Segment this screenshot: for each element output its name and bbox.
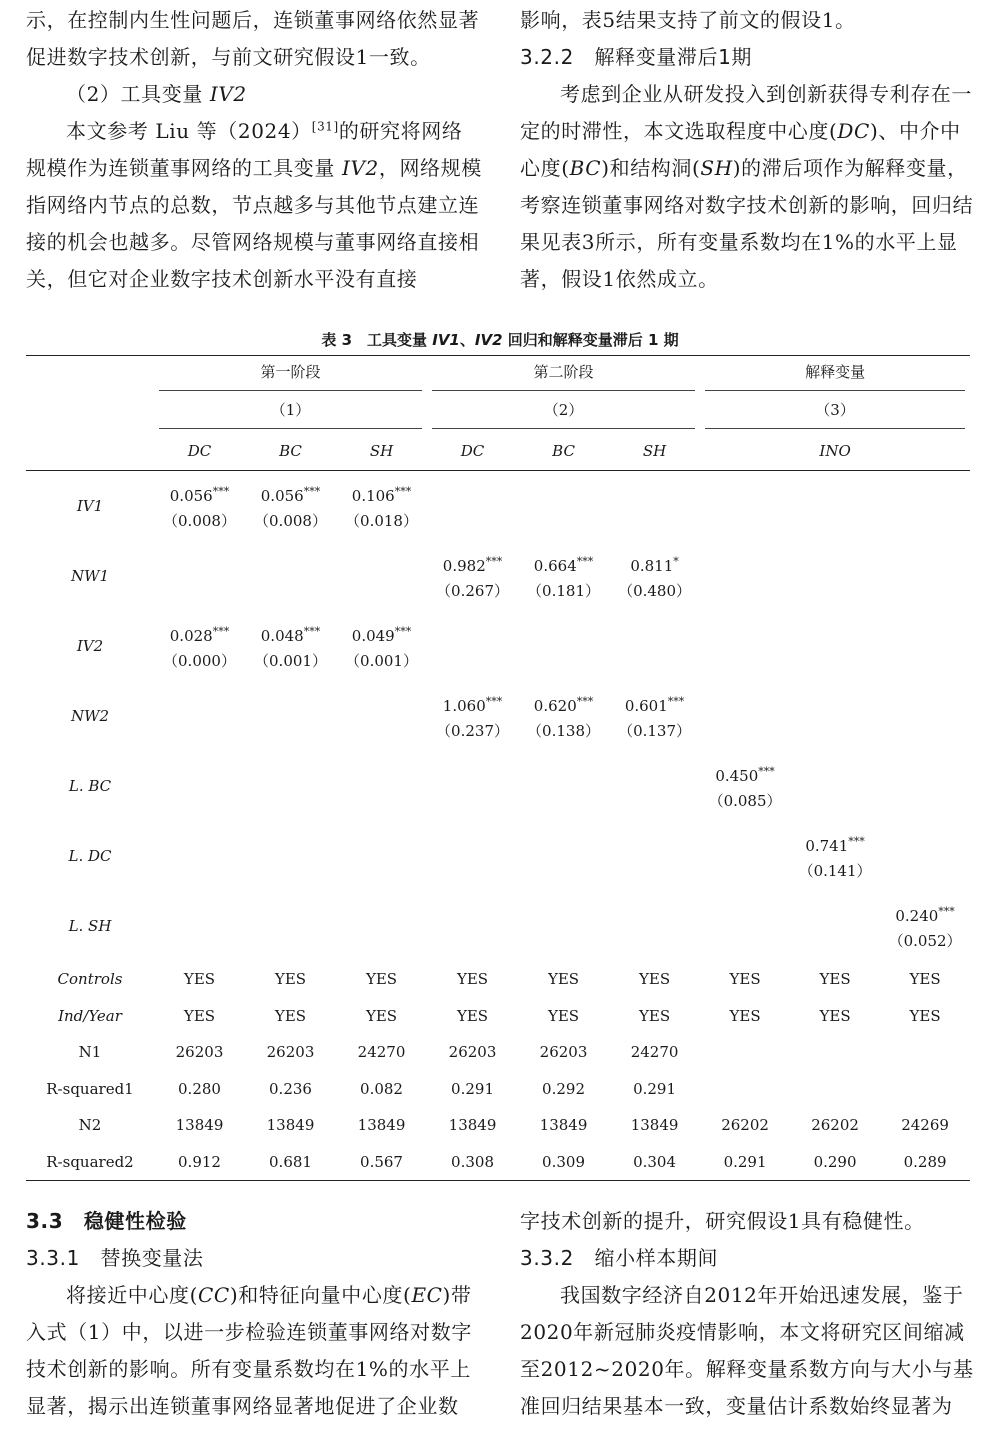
- table-cell: [700, 891, 790, 961]
- table-cell: [790, 471, 880, 542]
- table-cell: [700, 681, 790, 751]
- table-cell: YES: [819, 970, 851, 989]
- caption-text: 回归和解释变量滞后 1 期: [502, 331, 679, 349]
- table-cell: [427, 891, 518, 961]
- table-cell: [245, 471, 336, 542]
- table-cell: [609, 751, 700, 821]
- header-blank: [26, 396, 154, 432]
- model-label: （2）: [432, 399, 695, 429]
- table-cell: [336, 471, 427, 542]
- row-label: L. BC: [68, 776, 112, 795]
- table-cell: [336, 681, 427, 751]
- table-cell: [790, 1071, 880, 1108]
- table: [26, 355, 970, 1181]
- coefficient: 0.056: [169, 486, 213, 505]
- table-cell: YES: [183, 970, 216, 989]
- significance-stars: ***: [758, 764, 775, 778]
- table-cell: YES: [638, 970, 671, 989]
- caption-text: 表 3 工具变量: [321, 331, 433, 349]
- model-header: [700, 396, 970, 432]
- variable: BC: [569, 156, 602, 180]
- table-cell: 0.082: [360, 1079, 403, 1098]
- table-cell: 0.567: [360, 1152, 403, 1171]
- table-cell: 26202: [721, 1116, 769, 1135]
- table-cell: [880, 611, 970, 681]
- table-cell: 0.309: [542, 1152, 585, 1171]
- text-column-top-left: [26, 2, 482, 298]
- table-cell: [427, 751, 518, 821]
- table-cell: 0.681: [269, 1152, 312, 1171]
- significance-stars: ***: [303, 624, 321, 638]
- group-label: 解释变量: [705, 361, 965, 391]
- stat-row: [26, 998, 970, 1035]
- significance-stars: *: [673, 554, 679, 568]
- table-cell: 0.290: [813, 1152, 857, 1171]
- table-cell: YES: [456, 970, 489, 989]
- table-cell: [609, 611, 700, 681]
- table-cell: 0.236: [269, 1079, 312, 1098]
- table-cell: [154, 471, 245, 542]
- caption-var: IV1: [432, 331, 460, 349]
- coefficient: 0.664: [533, 556, 577, 575]
- table-caption: [0, 329, 1000, 350]
- table-cell: [790, 1034, 880, 1071]
- table-cell: [518, 611, 609, 681]
- table-cell: [154, 541, 245, 611]
- standard-error: （0.008）: [163, 511, 236, 530]
- table-cell: [336, 821, 427, 891]
- table-cell: [427, 821, 518, 891]
- subsection-heading: 3.3.2 缩小样本期间: [520, 1246, 719, 1270]
- text-run: ，网络规模指网络内节点的总数，节点越多与其他节点建立连接的机会也越多。尽管网络规模与董事网络直接相关，但它对企业数字技术创新水平没有直接: [26, 156, 482, 291]
- row-label: Ind/Year: [58, 1006, 122, 1025]
- table-cell: [700, 1034, 790, 1071]
- row-label: IV2: [76, 636, 104, 655]
- table-row: [26, 821, 970, 891]
- row-label: N2: [78, 1116, 102, 1135]
- table-cell: [427, 541, 518, 611]
- coefficient: 0.601: [624, 696, 668, 715]
- subheading-text: （2）工具变量: [66, 82, 210, 106]
- table-cell: [427, 681, 518, 751]
- table-cell: [790, 541, 880, 611]
- subsection-heading: 3.3.1 替换变量法: [26, 1246, 204, 1270]
- text-run: 将接近中心度(: [66, 1283, 199, 1307]
- significance-stars: ***: [485, 554, 503, 568]
- table-column-header: [26, 432, 970, 471]
- table-cell: [245, 751, 336, 821]
- standard-error: （0.001）: [345, 651, 418, 670]
- standard-error: （0.008）: [254, 511, 327, 530]
- coefficient: 0.741: [805, 836, 849, 855]
- table-cell: 0.291: [633, 1079, 677, 1098]
- table-cell: [336, 891, 427, 961]
- table-cell: [336, 611, 427, 681]
- table-cell: [790, 821, 880, 891]
- stat-row: [26, 1107, 970, 1144]
- coefficient: 0.811: [630, 556, 674, 575]
- header-blank: [26, 432, 154, 471]
- table-cell: [154, 681, 245, 751]
- subheading-var: IV2: [209, 82, 247, 106]
- table-cell: 13849: [357, 1116, 406, 1135]
- table-cell: [700, 471, 790, 542]
- table-cell: [880, 541, 970, 611]
- row-label: N1: [78, 1043, 102, 1062]
- standard-error: （0.141）: [798, 861, 872, 880]
- group-label: 第一阶段: [159, 361, 422, 391]
- table-cell: YES: [638, 1006, 671, 1025]
- table-cell: 0.291: [451, 1079, 494, 1098]
- model-header: [154, 396, 427, 432]
- table-cell: YES: [547, 970, 580, 989]
- row-label: IV1: [76, 496, 104, 515]
- paragraph: 我国数字经济自2012年开始迅速发展，鉴于2020年新冠肺炎疫情影响，本文将研究区间缩减至2012~2020年。解释变量系数方向与大小与基准回归结果基本一致，变量估计系数始终显著为: [520, 1283, 974, 1418]
- caption-text: 、: [459, 331, 475, 349]
- table-cell: [245, 821, 336, 891]
- standard-error: （0.267）: [436, 581, 509, 600]
- text-run: )和结构洞(: [601, 156, 701, 180]
- table-cell: [336, 541, 427, 611]
- table-cell: 0.308: [451, 1152, 494, 1171]
- row-label: NW1: [70, 566, 110, 585]
- table-cell: 0.291: [723, 1152, 767, 1171]
- table-cell: [518, 821, 609, 891]
- standard-error: （0.018）: [345, 511, 418, 530]
- significance-stars: ***: [212, 624, 230, 638]
- table-body: [26, 471, 970, 962]
- coefficient: 0.048: [260, 626, 304, 645]
- significance-stars: ***: [485, 694, 503, 708]
- significance-stars: ***: [394, 484, 412, 498]
- table-cell: 13849: [266, 1116, 315, 1135]
- table-cell: [427, 471, 518, 542]
- table-row: [26, 611, 970, 681]
- group-header: [700, 356, 970, 397]
- text-column-bottom-left: [26, 1203, 482, 1425]
- table-cell: [609, 541, 700, 611]
- table-row: [26, 751, 970, 821]
- table-cell: YES: [365, 970, 398, 989]
- table-cell: YES: [819, 1006, 851, 1025]
- table-model-header: [26, 396, 970, 432]
- table-row: [26, 541, 970, 611]
- coefficient: 0.982: [442, 556, 486, 575]
- table-cell: [154, 891, 245, 961]
- header-blank: [26, 356, 154, 397]
- table-row: [26, 681, 970, 751]
- table-cell: YES: [365, 1006, 398, 1025]
- text-run: )、中介中心度(: [520, 119, 961, 180]
- table-cell: [245, 681, 336, 751]
- paragraph: 示，在控制内生性问题后，连锁董事网络依然显著促进数字技术创新，与前文研究假设1一致。: [26, 8, 480, 69]
- standard-error: （0.181）: [527, 581, 600, 600]
- table-cell: YES: [274, 970, 307, 989]
- table-cell: [880, 891, 970, 961]
- table-cell: YES: [183, 1006, 216, 1025]
- text-column-bottom-right: [520, 1203, 974, 1425]
- table-cell: [154, 611, 245, 681]
- stat-row: [26, 1144, 970, 1181]
- section-heading: 3.3 稳健性检验: [26, 1209, 187, 1233]
- paragraph: [26, 1277, 482, 1425]
- table-cell: YES: [909, 970, 941, 989]
- table-cell: 26202: [811, 1116, 859, 1135]
- stat-row: [26, 1034, 970, 1071]
- text-run: )和特征向量中心度(: [229, 1283, 412, 1307]
- table-cell: 24269: [901, 1116, 949, 1135]
- paragraph: 影响，表5结果支持了前文的假设1。: [520, 8, 856, 32]
- row-label: L. SH: [68, 916, 112, 935]
- table-group-header: [26, 356, 970, 397]
- coefficient: 0.240: [895, 906, 939, 925]
- table-cell: [790, 891, 880, 961]
- significance-stars: ***: [303, 484, 321, 498]
- table-cell: [790, 681, 880, 751]
- standard-error: （0.137）: [618, 721, 692, 740]
- section-heading: 3.2.2 解释变量滞后1期: [520, 45, 753, 69]
- table-cell: [880, 471, 970, 542]
- variable: DC: [837, 119, 870, 143]
- table-cell: 26203: [539, 1043, 588, 1062]
- table-cell: [880, 1034, 970, 1071]
- table-cell: [518, 751, 609, 821]
- standard-error: （0.052）: [888, 931, 962, 950]
- row-label: R-squared1: [46, 1079, 134, 1098]
- coefficient: 1.060: [442, 696, 486, 715]
- column-header: DC: [187, 442, 212, 460]
- group-header: [154, 356, 427, 397]
- coefficient: 0.049: [351, 626, 395, 645]
- column-header: BC: [552, 442, 575, 460]
- table-cell: 26203: [266, 1043, 315, 1062]
- table-cell: YES: [909, 1006, 941, 1025]
- table-cell: 24270: [630, 1043, 679, 1062]
- text-run: 考虑到企业从研发投入到创新获得专利存在一定的时滞性，本文选取程度中心度(: [520, 82, 972, 143]
- group-header: [427, 356, 700, 397]
- table-cell: [609, 681, 700, 751]
- significance-stars: ***: [576, 554, 594, 568]
- table-cell: [245, 541, 336, 611]
- row-label: NW2: [70, 706, 110, 725]
- standard-error: （0.480）: [618, 581, 692, 600]
- table-stats: [26, 961, 970, 1181]
- table-cell: [790, 611, 880, 681]
- table-cell: YES: [547, 1006, 580, 1025]
- table-cell: [700, 821, 790, 891]
- table-cell: [790, 751, 880, 821]
- table-cell: [880, 821, 970, 891]
- table-cell: [518, 891, 609, 961]
- table-cell: [518, 541, 609, 611]
- table-row: [26, 891, 970, 961]
- table-cell: [700, 541, 790, 611]
- table-cell: [154, 751, 245, 821]
- coefficient: 0.620: [533, 696, 577, 715]
- significance-stars: ***: [938, 904, 955, 918]
- paragraph: [26, 113, 482, 298]
- table-cell: 13849: [630, 1116, 679, 1135]
- table-cell: 13849: [175, 1116, 224, 1135]
- table-cell: [880, 681, 970, 751]
- model-header: [427, 396, 700, 432]
- table-cell: YES: [456, 1006, 489, 1025]
- text-run: 的研究将网络规模作为连锁董事网络的工具变量: [26, 119, 463, 180]
- table-cell: YES: [729, 970, 761, 989]
- table-cell: [700, 611, 790, 681]
- significance-stars: ***: [667, 694, 685, 708]
- table-cell: 0.280: [178, 1079, 221, 1098]
- standard-error: （0.237）: [436, 721, 509, 740]
- table-cell: [245, 611, 336, 681]
- column-header: DC: [460, 442, 485, 460]
- text-run: )的滞后项作为解释变量，考察连锁董事网络对数字技术创新的影响，回归结果见表3所示，所有变量系数均在1%的水平上显著，假设1依然成立。: [520, 156, 974, 291]
- table-cell: [245, 891, 336, 961]
- table-cell: [700, 751, 790, 821]
- table-cell: 24270: [357, 1043, 406, 1062]
- table-cell: [880, 1071, 970, 1108]
- standard-error: （0.000）: [163, 651, 236, 670]
- table-cell: 13849: [448, 1116, 497, 1135]
- coefficient: 0.028: [169, 626, 213, 645]
- table-cell: [609, 821, 700, 891]
- regression-table: [26, 355, 970, 1181]
- paragraph: [520, 76, 974, 298]
- table-cell: [518, 471, 609, 542]
- text-run: 本文参考 Liu 等（2024）: [66, 119, 312, 143]
- caption-var: IV2: [474, 331, 503, 349]
- model-label: （1）: [159, 399, 422, 429]
- table-cell: 13849: [539, 1116, 588, 1135]
- table-cell: [700, 1071, 790, 1108]
- table-cell: 0.304: [633, 1152, 677, 1171]
- coefficient: 0.106: [351, 486, 395, 505]
- variable: SH: [700, 156, 733, 180]
- table-cell: [609, 891, 700, 961]
- table-cell: [518, 681, 609, 751]
- row-label: Controls: [57, 970, 123, 989]
- table-cell: 0.292: [542, 1079, 585, 1098]
- table-cell: 0.289: [903, 1152, 947, 1171]
- stat-row: [26, 961, 970, 998]
- stat-row: [26, 1071, 970, 1108]
- variable: CC: [198, 1283, 230, 1307]
- column-header: INO: [819, 442, 851, 460]
- significance-stars: ***: [576, 694, 594, 708]
- standard-error: （0.001）: [254, 651, 327, 670]
- text-run: )带入式（1）中，以进一步检验连锁董事网络对数字技术创新的影响。所有变量系数均在1%的水平上显著，揭示出连锁董事网络显著地促进了企业数: [26, 1283, 472, 1418]
- text-column-top-right: [520, 2, 974, 298]
- row-label: L. DC: [68, 846, 112, 865]
- table-cell: 26203: [448, 1043, 497, 1062]
- table-cell: 0.912: [178, 1152, 221, 1171]
- table-cell: [427, 611, 518, 681]
- significance-stars: ***: [848, 834, 865, 848]
- table-cell: 26203: [175, 1043, 224, 1062]
- table-cell: [336, 751, 427, 821]
- variable: IV2: [341, 156, 379, 180]
- column-header: BC: [279, 442, 302, 460]
- column-header: SH: [369, 442, 394, 460]
- significance-stars: ***: [394, 624, 412, 638]
- table-cell: [880, 751, 970, 821]
- table-row: [26, 471, 970, 542]
- significance-stars: ***: [212, 484, 230, 498]
- standard-error: （0.085）: [708, 791, 782, 810]
- paragraph: 字技术创新的提升，研究假设1具有稳健性。: [520, 1209, 925, 1233]
- coefficient: 0.056: [260, 486, 304, 505]
- table-cell: [609, 471, 700, 542]
- table-cell: YES: [274, 1006, 307, 1025]
- standard-error: （0.138）: [527, 721, 600, 740]
- row-label: R-squared2: [46, 1152, 134, 1171]
- table-cell: [154, 821, 245, 891]
- variable: EC: [411, 1283, 443, 1307]
- table-cell: YES: [729, 1006, 761, 1025]
- column-header: SH: [642, 442, 667, 460]
- coefficient: 0.450: [715, 766, 759, 785]
- group-label: 第二阶段: [432, 361, 695, 391]
- subheading-iv2: [26, 76, 482, 113]
- citation: [31]: [311, 119, 339, 134]
- model-label: （3）: [705, 399, 965, 429]
